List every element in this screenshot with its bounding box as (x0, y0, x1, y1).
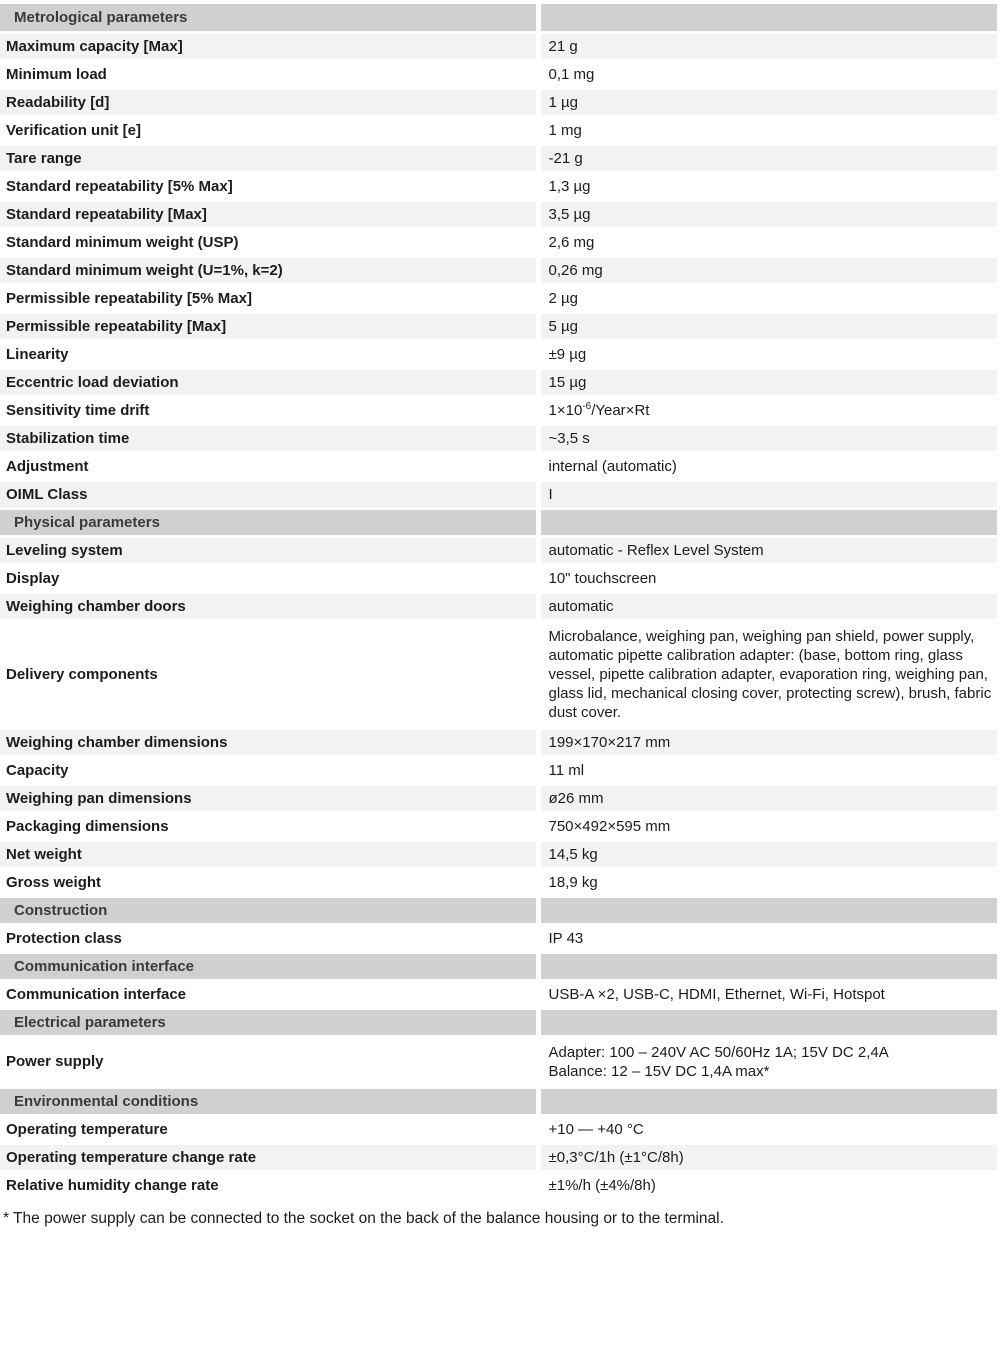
spec-table (0, 4, 997, 1201)
param-label: Net weight (0, 840, 538, 868)
param-value (538, 1008, 997, 1036)
table-row (0, 728, 997, 756)
section-header-label: Physical parameters (0, 508, 538, 536)
table-row (0, 980, 997, 1008)
param-label: Tare range (0, 144, 538, 172)
param-value: 199×170×217 mm (538, 728, 997, 756)
param-value: ø26 mm (538, 784, 997, 812)
table-row (0, 868, 997, 896)
table-row (0, 116, 997, 144)
param-label: Weighing chamber doors (0, 592, 538, 620)
param-label: Standard minimum weight (U=1%, k=2) (0, 256, 538, 284)
value-text: 1×10 (548, 401, 583, 419)
table-row (0, 172, 997, 200)
param-value (538, 896, 997, 924)
table-row (0, 256, 997, 284)
param-value: 1,3 µg (538, 172, 997, 200)
param-value: 14,5 kg (538, 840, 997, 868)
param-value: 0,26 mg (538, 256, 997, 284)
param-value: 1 µg (538, 88, 997, 116)
param-label: Relative humidity change rate (0, 1171, 538, 1199)
param-value: 11 ml (538, 756, 997, 784)
param-value: 750×492×595 mm (538, 812, 997, 840)
param-value: 0,1 mg (538, 60, 997, 88)
section-header-label: Electrical parameters (0, 1008, 538, 1036)
param-value: ±1%/h (±4%/8h) (538, 1171, 997, 1199)
param-label: Power supply (0, 1036, 538, 1087)
param-value (538, 1087, 997, 1115)
param-value: 10" touchscreen (538, 564, 997, 592)
param-value: 3,5 µg (538, 200, 997, 228)
section-header-label: Metrological parameters (0, 4, 538, 32)
param-label: Gross weight (0, 868, 538, 896)
param-label: Display (0, 564, 538, 592)
table-row (0, 88, 997, 116)
value-line: Adapter: 100 – 240V AC 50/60Hz 1A; 15V DC 2,4A (548, 1043, 889, 1061)
param-label: Operating temperature (0, 1115, 538, 1143)
table-row (0, 924, 997, 952)
param-label: Readability [d] (0, 88, 538, 116)
param-value: 2,6 mg (538, 228, 997, 256)
param-value: ~3,5 s (538, 424, 997, 452)
table-row (0, 592, 997, 620)
param-value (538, 396, 997, 424)
table-row (0, 812, 997, 840)
param-value: -21 g (538, 144, 997, 172)
param-label: Protection class (0, 924, 538, 952)
param-value: Microbalance, weighing pan, weighing pan shield, power supply, automatic pipette calibration adapter: (base, bottom ring, glass vessel, pipette calibration adapter, evaporation ring, weighing pan, glass lid, mechanical closing cover, protecting screw), brush, fabric dust cover. (538, 620, 997, 728)
section-header-label: Environmental conditions (0, 1087, 538, 1115)
param-value: I (538, 480, 997, 508)
table-row (0, 1171, 997, 1199)
table-row (0, 840, 997, 868)
section-header-row (0, 952, 997, 980)
value-superscript: -6 (582, 400, 592, 412)
param-label: Stabilization time (0, 424, 538, 452)
param-value: +10 — +40 °C (538, 1115, 997, 1143)
param-label: Leveling system (0, 536, 538, 564)
table-row (0, 340, 997, 368)
spec-table-body (0, 4, 997, 1199)
param-value (538, 952, 997, 980)
table-row (0, 368, 997, 396)
section-header-row (0, 4, 997, 32)
table-row (0, 564, 997, 592)
param-label: Maximum capacity [Max] (0, 32, 538, 60)
param-label: Eccentric load deviation (0, 368, 538, 396)
table-row (0, 312, 997, 340)
table-row (0, 200, 997, 228)
param-label: Standard minimum weight (USP) (0, 228, 538, 256)
param-value: 18,9 kg (538, 868, 997, 896)
table-row (0, 424, 997, 452)
param-label: Sensitivity time drift (0, 396, 538, 424)
param-value: 15 µg (538, 368, 997, 396)
param-value: 2 µg (538, 284, 997, 312)
param-label: Linearity (0, 340, 538, 368)
table-row (0, 1115, 997, 1143)
table-row (0, 452, 997, 480)
param-value: 5 µg (538, 312, 997, 340)
param-label: Communication interface (0, 980, 538, 1008)
param-value (538, 1036, 997, 1087)
param-value: automatic (538, 592, 997, 620)
param-label: Weighing pan dimensions (0, 784, 538, 812)
table-row (0, 784, 997, 812)
section-header-row (0, 896, 997, 924)
section-header-label: Communication interface (0, 952, 538, 980)
param-value (538, 4, 997, 32)
param-label: Capacity (0, 756, 538, 784)
section-header-row (0, 1087, 997, 1115)
param-label: Permissible repeatability [Max] (0, 312, 538, 340)
table-row (0, 536, 997, 564)
param-label: OIML Class (0, 480, 538, 508)
table-row (0, 620, 997, 728)
param-label: Operating temperature change rate (0, 1143, 538, 1171)
param-label: Weighing chamber dimensions (0, 728, 538, 756)
param-label: Standard repeatability [5% Max] (0, 172, 538, 200)
table-row (0, 480, 997, 508)
table-row (0, 32, 997, 60)
table-row (0, 1143, 997, 1171)
section-header-label: Construction (0, 896, 538, 924)
table-row (0, 60, 997, 88)
param-label: Permissible repeatability [5% Max] (0, 284, 538, 312)
param-value: ±9 µg (538, 340, 997, 368)
param-value: 21 g (538, 32, 997, 60)
param-label: Delivery components (0, 620, 538, 728)
param-label: Standard repeatability [Max] (0, 200, 538, 228)
table-row (0, 228, 997, 256)
value-line: Balance: 12 – 15V DC 1,4A max* (548, 1062, 770, 1080)
table-row (0, 1036, 997, 1087)
param-value: ±0,3°C/1h (±1°C/8h) (538, 1143, 997, 1171)
table-row (0, 396, 997, 424)
param-label: Packaging dimensions (0, 812, 538, 840)
param-value: internal (automatic) (538, 452, 997, 480)
param-value: 1 mg (538, 116, 997, 144)
table-row (0, 284, 997, 312)
param-label: Minimum load (0, 60, 538, 88)
section-header-row (0, 1008, 997, 1036)
value-text: /Year×Rt (591, 401, 650, 419)
param-label: Verification unit [e] (0, 116, 538, 144)
param-value: automatic - Reflex Level System (538, 536, 997, 564)
param-value: USB-A ×2, USB-C, HDMI, Ethernet, Wi-Fi, Hotspot (538, 980, 997, 1008)
table-row (0, 144, 997, 172)
param-value (538, 508, 997, 536)
param-label: Adjustment (0, 452, 538, 480)
power-supply-footnote: * The power supply can be connected to the socket on the back of the balance housing or to the terminal. (3, 1209, 724, 1227)
table-row (0, 756, 997, 784)
param-value: IP 43 (538, 924, 997, 952)
section-header-row (0, 508, 997, 536)
